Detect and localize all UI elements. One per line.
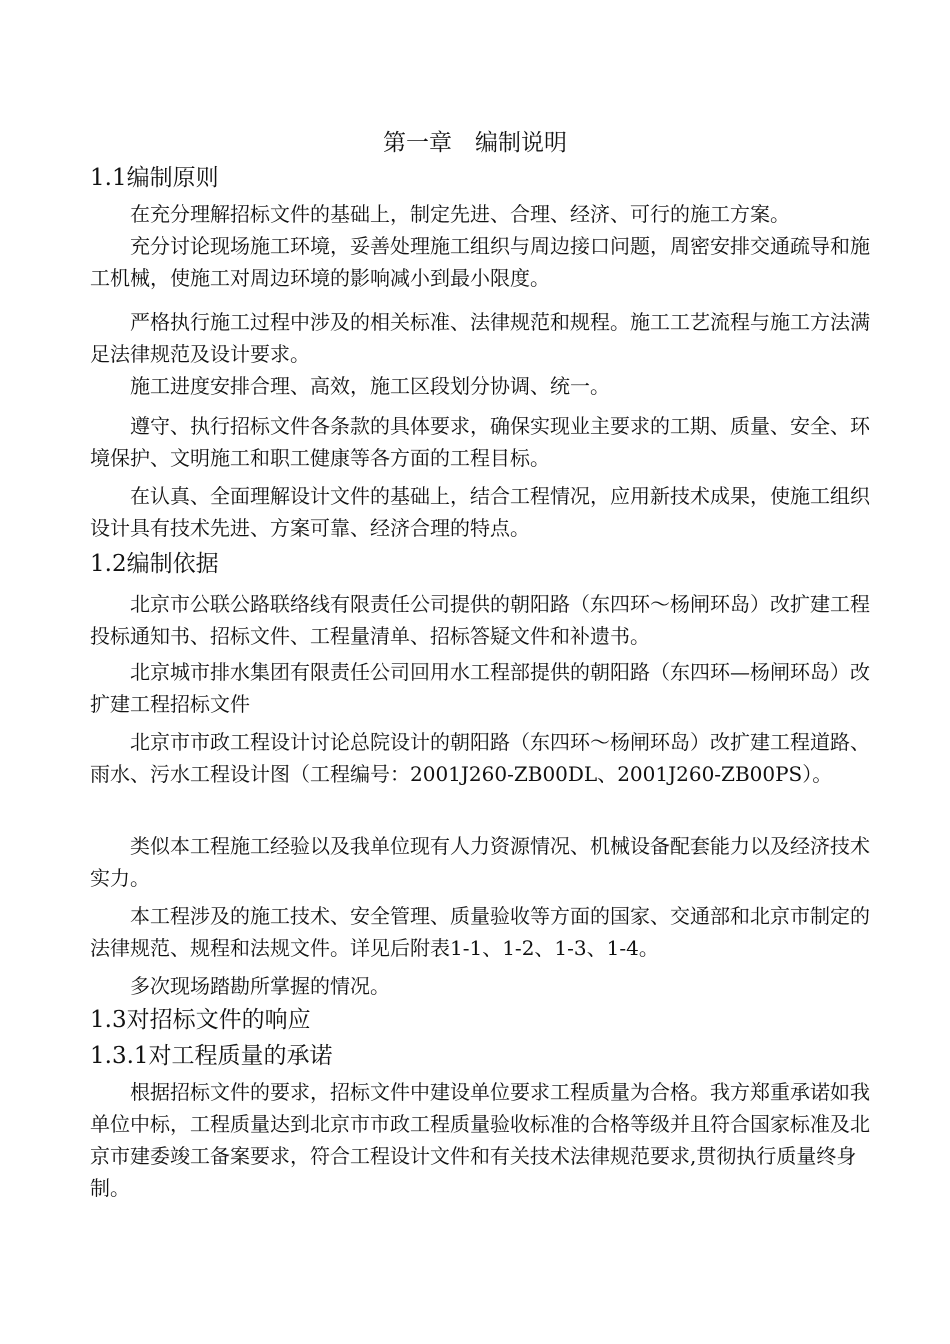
section-heading-1-3-1: 1.3.1对工程质量的承诺 [90, 1043, 333, 1069]
section-heading-1-3: 1.3对招标文件的响应 [90, 1007, 311, 1033]
paragraph: 遵守、执行招标文件各条款的具体要求，确保实现业主要求的工期、质量、安全、环境保护、文明施工和职工健康等各方面的工程目标。 [90, 414, 870, 470]
paragraph: 在充分理解招标文件的基础上，制定先进、合理、经济、可行的施工方案。 [130, 202, 790, 226]
paragraph: 在认真、全面理解设计文件的基础上，结合工程情况，应用新技术成果，使施工组织设计具有技术先进、方案可靠、经济合理的特点。 [90, 484, 870, 540]
section-heading-1-1: 1.1编制原则 [90, 165, 219, 191]
paragraph: 北京市市政工程设计讨论总院设计的朝阳路（东四环～杨闸环岛）改扩建工程道路、雨水、污水工程设计图（工程编号：2001J260-ZB00DL、2001J260-ZB00PS）。 [90, 730, 870, 786]
paragraph: 北京城市排水集团有限责任公司回用水工程部提供的朝阳路（东四环—杨闸环岛）改扩建工程招标文件 [90, 660, 870, 716]
chapter-title: 第一章 编制说明 [383, 130, 567, 156]
paragraph: 严格执行施工过程中涉及的相关标准、法律规范和规程。施工工艺流程与施工方法满足法律规范及设计要求。 [90, 310, 870, 366]
paragraph: 施工进度安排合理、高效，施工区段划分协调、统一。 [130, 374, 610, 398]
paragraph: 类似本工程施工经验以及我单位现有人力资源情况、机械设备配套能力以及经济技术实力。 [90, 834, 870, 890]
paragraph: 北京市公联公路联络线有限责任公司提供的朝阳路（东四环～杨闸环岛）改扩建工程投标通知书、招标文件、工程量清单、招标答疑文件和补遗书。 [90, 592, 870, 648]
paragraph: 多次现场踏勘所掌握的情况。 [130, 974, 390, 998]
paragraph: 充分讨论现场施工环境，妥善处理施工组织与周边接口问题，周密安排交通疏导和施工机械，使施工对周边环境的影响减小到最小限度。 [90, 234, 870, 290]
paragraph: 本工程涉及的施工技术、安全管理、质量验收等方面的国家、交通部和北京市制定的法律规范、规程和法规文件。详见后附表1-1、1-2、1-3、1-4。 [90, 904, 870, 960]
paragraph: 根据招标文件的要求，招标文件中建设单位要求工程质量为合格。我方郑重承诺如我单位中标，工程质量达到北京市市政工程质量验收标准的合格等级并且符合国家标准及北京市建委竣工备案要求，符合工程设计文件和有关技术法律规范要求,贯彻执行质量终身制。 [90, 1080, 870, 1200]
section-heading-1-2: 1.2编制依据 [90, 551, 219, 577]
